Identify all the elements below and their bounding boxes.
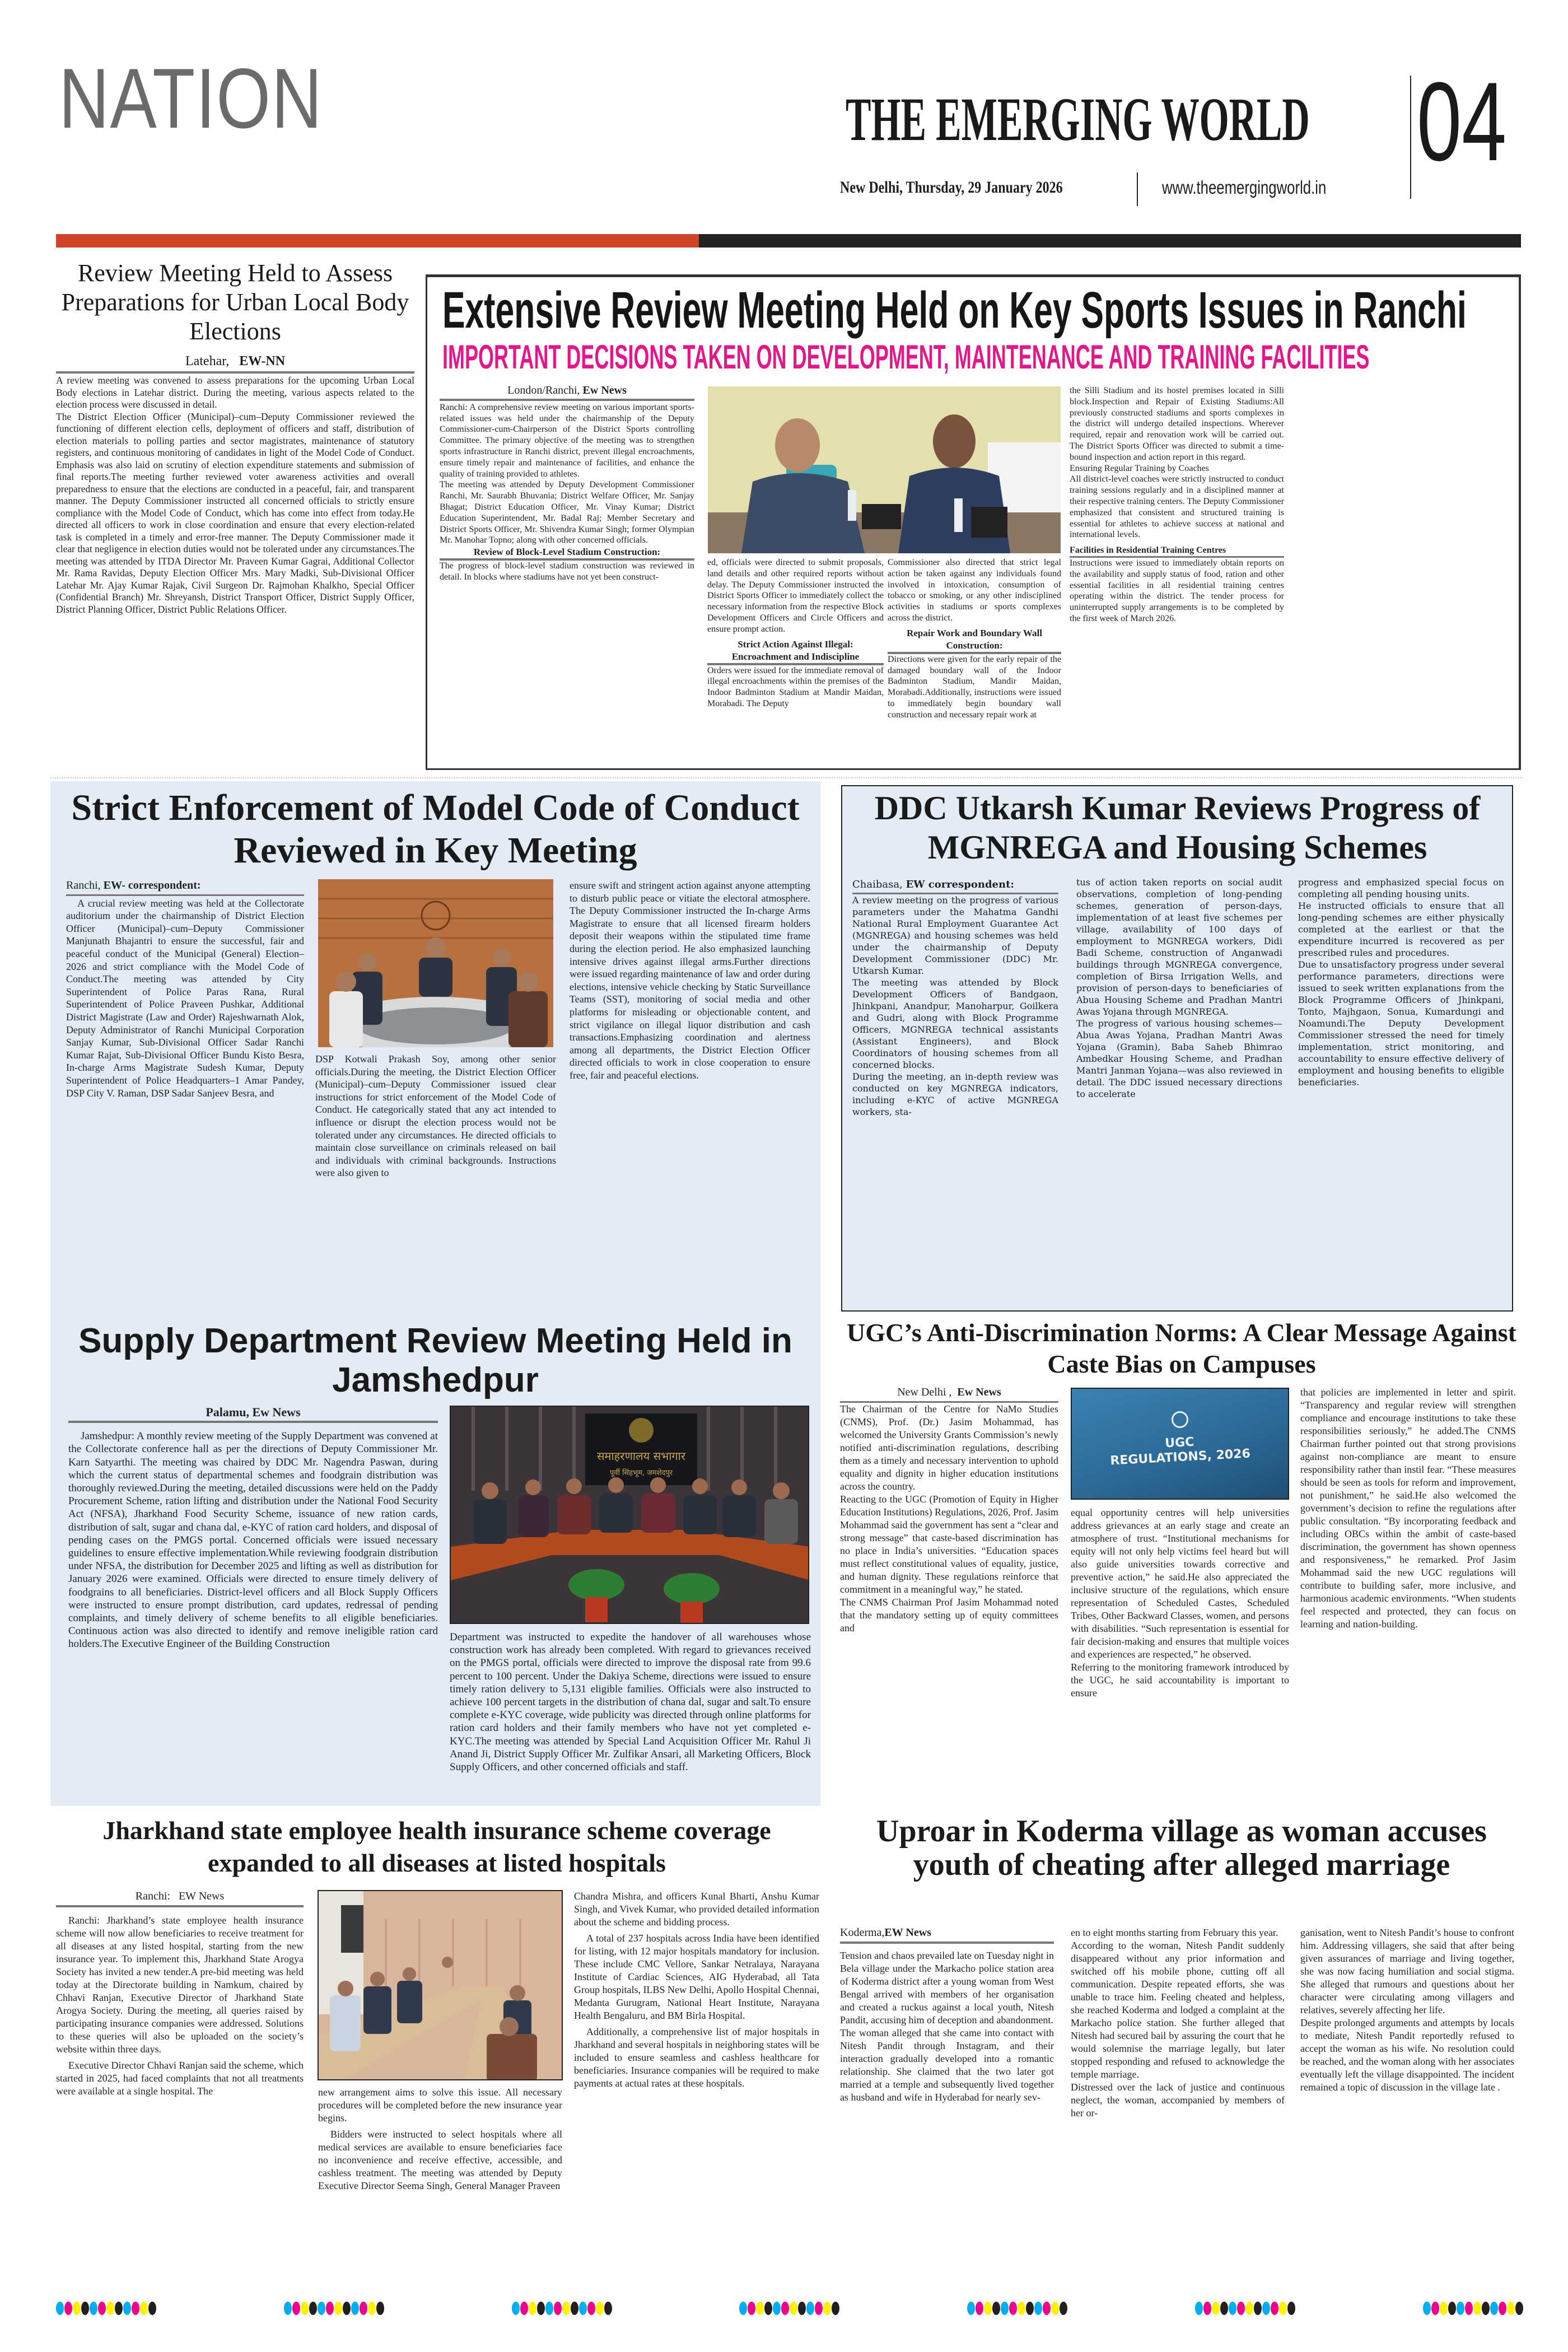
registration-dot [1465, 2302, 1473, 2315]
health-meeting-photo [318, 1890, 563, 2080]
registration-dot [984, 2302, 992, 2315]
photo-sign-line-2: पूर्वी सिंहभूम, जमशेदपुर [609, 1469, 673, 1477]
header-bar-black [699, 234, 1521, 248]
registration-dot [571, 2302, 578, 2315]
meeting-photo-illustration [318, 879, 553, 1047]
registration-dot [739, 2302, 747, 2315]
registration-dot [1482, 2302, 1490, 2315]
registration-dot [823, 2302, 831, 2315]
section-divider [50, 777, 1523, 778]
registration-dot [1431, 2302, 1439, 2315]
registration-dot [806, 2302, 814, 2315]
mcc-column-3 [570, 879, 810, 1316]
registration-dot [1018, 2302, 1025, 2315]
ddc-column-3 [1298, 876, 1504, 1308]
registration-dot [545, 2302, 553, 2315]
registration-dot [554, 2302, 562, 2315]
article-urban-elections [56, 259, 414, 754]
ugc-column-3 [1300, 1386, 1516, 1806]
registration-dot [1009, 2302, 1017, 2315]
article-body [56, 375, 414, 615]
paragraph: During the meeting, an in-depth review was conducted on key MGNREGA indicators, including e-KYC of active MGNREGA workers, sta- [852, 1071, 1058, 1117]
paragraph: Bidders were instructed to select hospitals where all medical services are available to ensure beneficiaries face no inconvenience and receive effective, accessible, and cashless treatment. The meeting was attended by Deputy Executive Director Seema Singh, General Manager Praveen [318, 2129, 562, 2191]
registration-dot [1001, 2302, 1009, 2315]
paragraph-heading: Ensuring Regular Training by Coaches [1070, 463, 1209, 473]
paragraph: DSP Kotwali Prakash Soy, among other senior officials.During the meeting, the District Election Officer (Municipal)–cum–Deputy Commissioner issued clear instructions for strict enforcement of the Model Code of Conduct. He categorically stated that any act intended to influence or disrupt the election process would not be tolerated under any circumstances. He directed officials to maintain close surveillance on criminals released on bail and individuals with criminal backgrounds. Instructions were also given to [315, 1053, 556, 1179]
byline [56, 354, 414, 374]
registration-dot [512, 2302, 520, 2315]
registration-dot [520, 2302, 528, 2315]
ddc-column-2 [1076, 876, 1282, 1308]
paragraph: A crucial review meeting was held at the Collectorate auditorium under the chairmanship of District Election Officer (Municipal)–cum–Deputy Commissioner Manjunath Bhajantri to ensure the successful, fair and peaceful conduct of the Municipal (General) Election–2026 and strict compliance with the Model Code of Conduct.The meeting was attended by City Superintendent of Police Paras Rana, Rural Superintendent of Police Praveen Pushkar, Additional District Magistrate (Law and Order) Rajeshwarnath Alok, Deputy Administrator of Ranchi Municipal Corporation Sanjay Kumar, Sub-Divisional Officer Sadar Ranchi Kumar Rajat, Sub-Divisional Officer Bundu Kisto Besra, In-charge Arms Magistrate Sudesh Kumar, Deputy Superintendent of Police Headquarters–1 Amar Pandey, DSP City V. Raman, DSP Sadar Sanjeev Besra, and [66, 897, 304, 1099]
byline-agency: Ew News [957, 1386, 1001, 1398]
registration-dot [148, 2302, 156, 2315]
paragraph: Tension and chaos prevailed late on Tuesday night in Bela village under the Markacho police station area of Koderma district after a young woman from West Bengal arrived with members of her organisation and created a ruckus against a local youth, Nitesh Pandit, accusing him of deception and abandonment. [840, 1950, 1054, 2026]
paragraph: Orders were issued for the immediate removal of illegal encroachments within the premises of the Indoor Badminton Stadium at Mandir Maidan, Morabadi. The Deputy [707, 665, 884, 708]
byline [840, 1386, 1058, 1403]
registration-dot-group [1423, 2302, 1523, 2318]
koderma-column-1 [840, 1926, 1054, 2282]
registration-dot [756, 2302, 764, 2315]
health-column-3 [574, 1890, 819, 2282]
sports-meeting-photo [708, 386, 1061, 553]
paragraph: Distressed over the lack of justice and continuous neglect, the woman, accompanied by members of her or- [1071, 2082, 1285, 2118]
registration-dot [1245, 2302, 1253, 2315]
photo-line-1: UGC [1164, 1435, 1194, 1451]
byline [56, 1890, 304, 1907]
registration-dot [1229, 2302, 1236, 2315]
paragraph: Ranchi: A comprehensive review meeting on various important sports-related issues was held under the chairmanship of the Deputy Commissioner-cum-Chairperson of the District Sports controlling Committee. The primary objective of the meeting was to strengthen sports infrastructure in Ranchi district, prevent illegal encroachments, ensure timely repair and maintenance of facilities, and enhance the quality of training provided to athletes. [440, 402, 694, 479]
sports-column-4 [1070, 385, 1512, 766]
registration-dot [360, 2302, 367, 2315]
koderma-column-2 [1071, 1926, 1285, 2282]
registration-dot-group [967, 2302, 1067, 2318]
subheadline: IMPORTANT DECISIONS TAKEN ON DEVELOPMENT, MAINTENANCE AND TRAINING FACILITIES [442, 338, 1370, 376]
paragraph: The meeting was attended by Block Development Officers of Bandgaon, Jhinkpani, Anandpur, Manoharpur, Goilkera and Gudri, along with Block Programme Officers, MGNREGA technical assistants (Assistant Engineers), and Block Coordinators of housing schemes from all concerned blocks. [852, 977, 1058, 1070]
registration-dot [748, 2302, 755, 2315]
paragraph: equal opportunity centres will help universities address grievances at an early stage and create an atmosphere of trust. “Institutional mechanisms for equity will not only help victims feel heard but will also guide universities towards corrective and preventive action,” he said.He also appreciated the inclusive structure of the regulations, which ensure representation of Scheduled Castes, Scheduled Tribes, Other Backward Classes, women, and persons with disabilities. “Such representation is essential for fair decision-making and ensures that multiple voices and experiences are respected,” he observed. [1071, 1507, 1289, 1660]
registration-dot-group [512, 2302, 612, 2318]
print-registration-marks [56, 2302, 1523, 2318]
subhead: Strict Action Against Illegal: Encroachment and Indiscipline [707, 638, 884, 665]
registration-dot-group [284, 2302, 384, 2318]
headline: DDC Utkarsh Kumar Reviews Progress of MGNREGA and Housing Schemes [874, 790, 1481, 866]
registration-dot [529, 2302, 536, 2315]
subhead: Facilities in Residential Training Centres [1070, 545, 1284, 558]
registration-dot [334, 2302, 342, 2315]
ugc-regulations-photo [1071, 1388, 1289, 1500]
paragraph: tus of action taken reports on social audit observations, completion of long-pending schemes, generation of person-days, implementation of at least five schemes per village, availability of 100 days of employment to MGNREGA workers, Didi Badi Scheme, construction of Anganwadi buildings through MGNREGA convergence, completion of Birsa Irrigation Wells, and provision of person-days to beneficiaries of Abua Housing Scheme and Pradhan Mantri Awas Yojana through MGNREGA. [1076, 877, 1282, 1017]
registration-dot [292, 2302, 300, 2315]
registration-dot [1423, 2302, 1431, 2315]
registration-dot [832, 2302, 839, 2315]
registration-dot [1279, 2302, 1287, 2315]
registration-dot [1457, 2302, 1464, 2315]
photo-line-2: REGULATIONS, 2026 [1109, 1446, 1251, 1468]
registration-dot [73, 2302, 81, 2315]
paragraph: The CNMS Chairman Prof Jasim Mohammad noted that the mandatory setting up of equity committees and [840, 1597, 1058, 1634]
paragraph: Additionally, a comprehensive list of major hospitals in Jharkhand and several hospitals in neighboring states will be included to ensure seamless and cashless healthcare for beneficiaries. Insurance companies will be required to make payments at actual rates at these hospitals. [574, 2026, 819, 2089]
registration-dot [1262, 2302, 1270, 2315]
dateline: New Delhi, Thursday, 29 January 2026 [840, 178, 1063, 197]
paragraph: Reacting to the UGC (Promotion of Equity in Higher Education Institutions) Regulations, 2026, Prof. Jasim Mohammad said the government has sent a “clear and strong message” that caste-based discrimination has no place in India’s universities. “Education spaces must reflect constitutional values of equality, justice, and human dignity. These regulations reinforce that commitment in a meaningful way,” he stated. [840, 1494, 1058, 1595]
registration-dot [604, 2302, 612, 2315]
headline: UGC’s Anti-Discrimination Norms: A Clear Message Against Caste Bias on Campuses [847, 1318, 1516, 1378]
paragraph: According to the woman, Nitesh Pandit suddenly disappeared without any prior information and switched off his mobile phone, cutting off all communication. Despite repeated efforts, she was unable to trace him. Feeling cheated and helpless, she reached Koderma and lodged a complaint at the Markacho police station. She further alleged that Nitesh had secured bail by assuring the court that he would solemnise the marriage legally, but later stopped responding and refused to acknowledge the temple marriage. [1071, 1940, 1285, 2080]
registration-dot [1026, 2302, 1034, 2315]
paragraph: Instructions were issued to immediately obtain reports on the availability and supply status of food, ration and other essential facilities in all residential training centres operating within the district. The tender process for uninterrupted supply arrangements is to be completed by the first week of March 2026. [1070, 558, 1284, 623]
paragraph: The progress of block-level stadium construction was reviewed in detail. In blocks where stadiums have not yet been construct- [440, 561, 694, 582]
registration-dot [1271, 2302, 1278, 2315]
paragraph: A review meeting was convened to assess preparations for the upcoming Urban Local Body elections in Latehar district. During the meeting, various aspects related to the election process were discussed in detail. [56, 375, 414, 410]
registration-dot [976, 2302, 983, 2315]
registration-dot [562, 2302, 570, 2315]
paragraph: Ranchi: Jharkhand’s state employee health insurance scheme will now allow beneficiaries to receive treatment for all diseases at any listed hospital, starting from the new insurance year. To implement this, Jharkhand State Arogya Society has invited a new tender.A pre-bid meeting was held today at the Directorate building in Namkum, chaired by Chhavi Ranjan, Executive Director of Jharkhand State Arogya Society. During the meeting, all queries raised by participating insurance companies were addressed. Solutions to these queries will also be uploaded on the society’s website within three days. [56, 1915, 304, 2055]
byline-agency: Ew News [582, 385, 627, 396]
registration-dot [1507, 2302, 1515, 2315]
page-number: 04 [1417, 59, 1507, 184]
section-name: NATION [59, 51, 323, 146]
registration-dot [1499, 2302, 1506, 2315]
registration-dot [368, 2302, 376, 2315]
registration-dot [90, 2302, 97, 2315]
supply-column-1 [68, 1406, 438, 1803]
paragraph: The Chairman of the Centre for NaMo Studies (CNMS), Prof. (Dr.) Jasim Mohammad, has welcomed the University Grants Commission’s newly notified anti-discrimination regulations, describing them as a timely and necessary intervention to uphold equality and dignity in higher education institutions across the country. [840, 1403, 1058, 1492]
paragraph: The District Election Officer (Municipal)–cum–Deputy Commissioner reviewed the functioning of different election cells, deployment of officers and staff, distribution of election materials to polling parties and sector magistrates, maintenance of statutory registers, and continuous monitoring of candidates in light of the Model Code of Conduct. Emphasis was also laid on scrutiny of election expenditure statements and submission of final reports.The meeting further reviewed voter awareness activities and overall preparedness to ensure that the elections are conducted in a peaceful, fair, and transparent manner. The Deputy Commissioner instructed all concerned officials to strictly ensure compliance with the Model Code of Conduct, which has come into effect from today.He directed all officers to work in close coordination and ensure that every election-related task is completed in a timely and error-free manner. The Deputy Commissioner made it clear that negligence in election duties would not be tolerated under any circumstances.The meeting was attended by ITDA Director Mr. Praveen Kumar Gagrai, Additional Collector Mr. Rama Ravidas, Deputy Election Officer Mrs. Mary Madki, Sub-Divisional Officer Latehar Mr. Ajay Kumar Rajak, Civil Surgeon Dr. Rajmohan Khalkho, Special Officer (Confidential Branch) Mr. Shreyansh, District Transport Officer, District Supply Officer, District Planning Officer, District Public Relations Officer. [56, 410, 414, 615]
byline-agency: Ew News [252, 1406, 301, 1419]
registration-dot [351, 2302, 359, 2315]
registration-dot [587, 2302, 595, 2315]
registration-dot [1473, 2302, 1481, 2315]
registration-dot [1051, 2302, 1059, 2315]
registration-dot [1440, 2302, 1448, 2315]
paragraph: All district-level coaches were strictly instructed to conduct training sessions regularly and in a disciplined manner at their respective training centers. The Deputy Commissioner emphasized that consistent and structured training is essential for athletes to achieve success at national and international levels. [1070, 474, 1284, 540]
mcc-column-2 [315, 1053, 556, 1316]
registration-dot [81, 2302, 89, 2315]
headline: Review Meeting Held to Assess Preparations for Urban Local Body Elections [61, 259, 409, 345]
registration-dot [326, 2302, 334, 2315]
registration-dot [967, 2302, 975, 2315]
supply-meeting-photo [450, 1406, 809, 1624]
registration-dot [773, 2302, 781, 2315]
byline [66, 879, 304, 896]
registration-dot [1220, 2302, 1228, 2315]
headline: Supply Department Review Meeting Held in Jamshedpur [78, 1322, 792, 1399]
byline [440, 385, 694, 401]
sports-column-2 [707, 557, 884, 767]
registration-dot-group [739, 2302, 839, 2318]
meeting-photo-illustration [319, 1891, 563, 2080]
koderma-column-3 [1300, 1926, 1514, 2282]
paragraph: en to eight months starting from February this year. [1071, 1927, 1278, 1938]
registration-dot [1490, 2302, 1498, 2315]
registration-dot [123, 2302, 131, 2315]
registration-dot [798, 2302, 806, 2315]
byline-place: New Delhi , [897, 1386, 952, 1398]
ugc-column-1 [840, 1386, 1058, 1806]
registration-dot [1043, 2302, 1051, 2315]
paragraph: Jamshedpur: A monthly review meeting of the Supply Department was convened at the Collectorate conference hall as per the directions of Deputy Commissioner Mr. Karn Satyarthi. The meeting was chaired by DDC Mr. Nagendra Paswan, during which the current status of departmental schemes and foodgrain distribution was thoroughly reviewed.During the meeting, detailed discussions were held on the Paddy Procurement Scheme, ration lifting and distribution under the National Food Security Act (NFSA), Jharkhand Food Security Scheme, issuance of new ration cards, distribution of salt, sugar and chana dal, e-KYC of ration card holders, and disposal of pending cases on the PMGS portal. Concerned officials were issued necessary guidelines to ensure effective implementation.While reviewing foodgrain distribution under NFSA, the distribution for December 2025 and lifting as well as distribution for January 2026 were examined. Officials were directed to ensure timely delivery of foodgrains to all beneficiaries. District-level officers and all Block Supply Officers were instructed to ensure prompt distribution, card updates, redressal of pending complaints, and timely delivery of scheme benefits to all eligible beneficiaries. Continuous action was also directed to identify and remove ineligible ration card holders.The Executive Engineer of the Building Construction [68, 1430, 438, 1650]
headline: Extensive Review Meeting Held on Key Sports Issues in Ranchi [442, 282, 1467, 339]
registration-dot [284, 2302, 292, 2315]
registration-dot [318, 2302, 325, 2315]
sports-column-1 [440, 385, 694, 766]
registration-dot [56, 2302, 64, 2315]
headline: Strict Enforcement of Model Code of Conduct Reviewed in Key Meeting [71, 787, 800, 871]
registration-dot [790, 2302, 797, 2315]
paragraph: ensure swift and stringent action against anyone attempting to disturb public peace or vitiate the electoral atmosphere. The Deputy Commissioner instructed the In-charge Arms Magistrate to ensure that all licensed firearm holders deposit their weapons within the stipulated time frame during the election period. He also emphasized launching intensive drives against illegal arms.Further directions were issued regarding maintenance of law and order during elections, intensive vehicle checking by Static Surveillance Teams (SST), monitoring of social media and other platforms for misleading or objectionable content, and strict vigilance on illegal liquor distribution and cash transactions.Emphasizing coordination and alertness among all departments, the District Election Officer directed officials to work in close cooperation to ensure free, fair and peaceful elections. [570, 880, 810, 1081]
photo-sign-line-1: समाहरणालय सभागार [597, 1449, 685, 1463]
registration-dot [343, 2302, 351, 2315]
registration-dot [815, 2302, 823, 2315]
paragraph: new arrangement aims to solve this issue. All necessary procedures will be completed before the new insurance year begins. [318, 2087, 562, 2124]
paragraph: Commissioner also directed that strict legal action be taken against any individuals found involved in intoxication, consumption of tobacco or smoking, or any other indisciplined activities in stadiums or sports complexes across the district. [888, 558, 1061, 623]
election-meeting-photo [318, 879, 553, 1047]
supply-column-2 [450, 1631, 811, 1803]
subhead: Repair Work and Boundary Wall Construction: [888, 627, 1061, 654]
header-bar-red [56, 234, 700, 248]
ugc-column-2 [1071, 1506, 1289, 1806]
registration-dot [376, 2302, 384, 2315]
byline-agency: EW News [178, 1890, 225, 1902]
paragraph: The woman alleged that she came into contact with Nitesh Pandit through Instagram, and their interaction gradually developed into a romantic relationship. She claimed that the two later got married at a temple and subsequently lived together as husband and wife in Hyderabad for nearly sev- [840, 2027, 1054, 2103]
byline [852, 879, 1058, 894]
website-link[interactable]: www.theemergingworld.in [1162, 177, 1327, 198]
byline [68, 1406, 438, 1423]
paragraph: Despite prolonged arguments and attempts by locals to mediate, Nitesh Pandit reportedly refused to accept the woman as his wife. No resolution could be reached, and the woman along with her associates eventually left the village disappointed. The incident remained a topic of discussion in the village late . [1300, 2017, 1514, 2093]
page-number-divider [1410, 76, 1411, 199]
byline-agency: EW- correspondent: [103, 879, 201, 892]
paragraph: Directions were given for the early repair of the damaged boundary wall of the Indoor Badminton Stadium, Mandir Maidan, Morabadi.Additionally, instructions were issued to immediately begin boundary wall construction and necessary repair work at [888, 654, 1061, 720]
ddc-column-1 [852, 876, 1058, 1308]
registration-dot [1034, 2302, 1042, 2315]
health-column-1 [56, 1890, 304, 2282]
registration-dot [106, 2302, 114, 2315]
registration-dot [1195, 2302, 1203, 2315]
registration-dot [1212, 2302, 1220, 2315]
registration-dot [1287, 2302, 1295, 2315]
registration-dot [1237, 2302, 1245, 2315]
paragraph: Referring to the monitoring framework introduced by the UGC, he said accountability is important to ensure [1071, 1662, 1289, 1698]
registration-dot [1515, 2302, 1523, 2315]
registration-dot-group [1195, 2302, 1295, 2318]
sports-column-3 [888, 557, 1061, 767]
mcc-column-1 [66, 879, 304, 1316]
registration-dot [1448, 2302, 1456, 2315]
headline: Jharkhand state employee health insurance scheme coverage expanded to all diseases at listed hospitals [102, 1816, 771, 1877]
paragraph: the Silli Stadium and its hostel premises located in Silli block.Inspection and Repair of Existing Stadiums:All previously constructed stadiums and sports complexes in the district will undergo detailed inspections. Wherever required, repair and renovation work will be carried out. The District Sports Officer was directed to submit a time-bound inspection and action report in this regard. [1070, 386, 1284, 462]
registration-dot [140, 2302, 148, 2315]
ugc-emblem-icon [1172, 1411, 1188, 1428]
registration-dot [781, 2302, 789, 2315]
paragraph: that policies are implemented in letter and spirit. “Transparency and regular review will strengthen compliance and encourage institutions to take these responsibilities seriously,” he added.The CNMS Chairman further pointed out that strong provisions against non-compliance are meant to ensure responsibility rather than instil fear. “These measures should be seen as tools for reform and improvement, not punishment,” he said.He also welcomed the government’s decision to refine the regulations after public consultation. “By incorporating feedback and including OBCs within the ambit of caste-based discrimination, the government has shown openness and responsiveness,” he remarked. Prof Jasim Mohammad said the new UGC regulations will contribute to building safer, more inclusive, and harmonious academic environments. “When students feel respected and protected, they can focus on learning and nation-building. [1300, 1387, 1516, 1630]
paragraph: He instructed officials to ensure that all long-pending schemes are either physically completed at the earliest or that the expenditure incurred is recovered as per prescribed rules and procedures. [1298, 900, 1504, 958]
byline-place: Koderma, [840, 1926, 885, 1939]
byline-place: Latehar, [185, 354, 230, 368]
registration-dot [1060, 2302, 1067, 2315]
health-column-2 [318, 2086, 562, 2282]
paragraph: The progress of various housing schemes—Abua Awas Yojana, Pradhan Mantri Awas Yojana (Gramin), Baba Saheb Bhimrao Ambedkar Housing Scheme, and Pradhan Mantri Janman Yojana—was also reviewed in detail. The DDC issued necessary directions to accelerate [1076, 1018, 1282, 1099]
paper-title: THE EMERGING WORLD [846, 85, 1310, 153]
byline [840, 1926, 1054, 1944]
registration-dot [64, 2302, 72, 2315]
registration-dot-group [56, 2302, 156, 2318]
paragraph: Department was instructed to expedite the handover of all warehouses whose construction work has already been completed. With regard to grievances received on the PMGS portal, officials were directed to improve the disposal rate from 99.6 percent to 100 percent. Under the Dakiya Scheme, directions were issued to ensure timely ration delivery to 5,131 eligible families. Officials were also instructed to achieve 100 percent targets in the distribution of chana dal, sugar and salt.To ensure complete e-KYC coverage, wide publicity was directed through online platforms for ration card holders and their family members who have not yet completed e-KYC.The meeting was attended by Special Land Acquisition Officer Mr. Rahul Ji Anand Ji, District Supply Officer Mr. Zulfikar Ansari, all Marketing Officers, Block Supply Officers, and other concerned officials and staff. [450, 1631, 811, 1774]
byline-place: Ranchi: [135, 1890, 170, 1902]
byline-agency: EW-NN [239, 354, 286, 368]
registration-dot [309, 2302, 317, 2315]
byline-place: Ranchi, [66, 879, 101, 892]
paragraph: progress and emphasized special focus on completing all pending housing units. [1298, 877, 1504, 899]
paragraph: Chandra Mishra, and officers Kunal Bharti, Anshu Kumar Singh, and Vivek Kumar, who provided detailed information about the scheme and bidding process. [574, 1891, 819, 1928]
paragraph: Due to unsatisfactory progress under several performance parameters, directions were issued to seek written explanations from the Block Programme Officers of Jhinkpani, Tonto, Majhgaon, Sonua, Kumardungi and Noamundi.The Deputy Development Commissioner stressed the need for timely implementation, strict monitoring, and accountability to ensure effective delivery of employment and housing benefits to eligible beneficiaries. [1298, 959, 1504, 1088]
registration-dot [1203, 2302, 1211, 2315]
dateline-divider [1137, 172, 1138, 206]
byline-place: London/Ranchi, [507, 385, 580, 396]
byline-agency: EW correspondent: [906, 879, 1015, 890]
paragraph: A total of 237 hospitals across India have been identified for listing, with 12 major hospitals mandatory for inclusion. These include CMC Vellore, Sankar Netralaya, Narayana Institute of Cardiac Sciences, AIG Hyderabad, all Tata Group hospitals, ILBS New Delhi, Apollo Hospital Chennai, Medanta Gurugram, National Heart Institute, Narayana Health Bengaluru, and BM Birla Hospital. [574, 1933, 819, 2021]
registration-dot [301, 2302, 309, 2315]
byline-agency: EW News [884, 1926, 931, 1939]
registration-dot [579, 2302, 587, 2315]
byline-place: Palamu, [206, 1406, 249, 1419]
registration-dot [132, 2302, 139, 2315]
paragraph: ganisation, went to Nitesh Pandit’s house to confront him. Addressing villagers, she said that after being given assurances of marriage and living together, she was now facing humiliation and social stigma. She alleged that rumours and questions about her character were circulating among villagers and relatives, severely affecting her life. [1300, 1927, 1514, 2015]
paragraph: ed, officials were directed to submit proposals, land details and other required reports without delay. The Deputy Commissioner instructed the District Sports Officer to immediately collect the necessary information from the respective Block Development Officers and Circle Officers and ensure prompt action. [707, 558, 884, 634]
subhead: Review of Block-Level Stadium Construction: [440, 546, 694, 561]
meeting-photo-illustration [451, 1407, 809, 1624]
byline-place: Chaibasa, [852, 879, 903, 890]
meeting-photo-illustration [708, 386, 1061, 553]
registration-dot [596, 2302, 604, 2315]
paragraph: Executive Director Chhavi Ranjan said the scheme, which started in 2025, had faced complaints that not all treatments were available at a single hospital. The [56, 2060, 304, 2097]
headline: Uproar in Koderma village as woman accuses youth of cheating after alleged marriage [876, 1814, 1487, 1882]
registration-dot [764, 2302, 772, 2315]
registration-dot [992, 2302, 1000, 2315]
paragraph: The meeting was attended by Deputy Development Commissioner Ranchi, Mr. Saurabh Bhuvania; District Welfare Officer, Mr. Sanjay Bhagat; District Education Officer, Mr. Vinay Kumar; District Education Superintendent, Mr. Badal Raj; Member Secretary and District Sports Officer, Mr. Shivendra Kumar Singh; former Olympian Mr. Manohar Topno; along with other concerned officials. [440, 480, 694, 545]
registration-dot [98, 2302, 106, 2315]
registration-dot [1254, 2302, 1262, 2315]
paragraph: A review meeting on the progress of various parameters under the Mahatma Gandhi National Rural Employment Guarantee Act (MGNREGA) and housing schemes was held under the chairmanship of Deputy Development Commissioner (DDC) Mr. Utkarsh Kumar. [852, 895, 1058, 976]
registration-dot [115, 2302, 123, 2315]
registration-dot [537, 2302, 545, 2315]
